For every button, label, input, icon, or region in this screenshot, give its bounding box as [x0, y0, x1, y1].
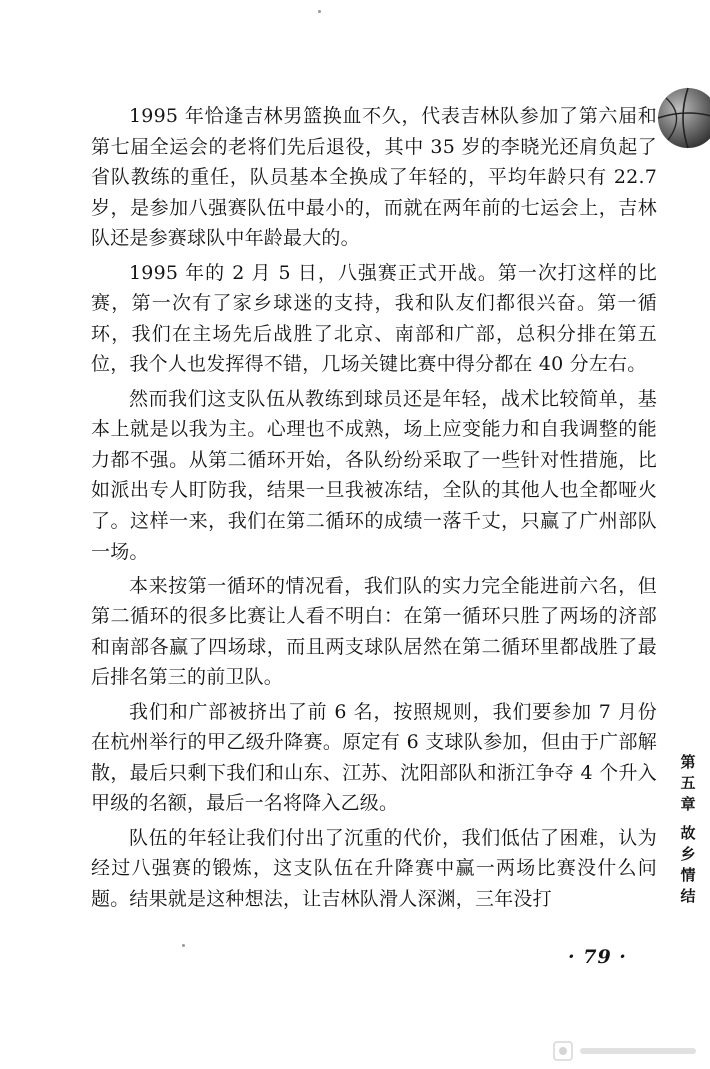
paragraph: 1995 年的 2 月 5 日，八强赛正式开战。第一次打这样的比赛，第一次有了家乡球迷的支持，我和队友们都很兴奋。第一循环，我们在主场先后战胜了北京、南部和广部，总积分排在第五位，我个人也发挥得不错，几场关键比赛中得分都在 40 分左右。 [91, 261, 657, 376]
scan-speck [182, 944, 185, 947]
chapter-char: 章 [680, 795, 696, 813]
chapter-char: 情 [680, 866, 696, 884]
chapter-side-label [671, 752, 705, 907]
paragraph: 1995 年恰逢吉林男篮换血不久，代表吉林队参加了第六届和第七届全运会的老将们先后退役，其中 35 岁的李晓光还肩负起了省队教练的重任，队员基本全换成了年轻的，平均年龄只有 22.7 岁，是参加八强赛队伍中最小的，而就在两年前的七运会上，吉林队还是参赛球队中年龄最大的。 [91, 105, 657, 250]
paragraph: 队伍的年轻让我们付出了沉重的代价，我们低估了困难，认为经过八强赛的锻炼，这支队伍在升降赛中赢一两场比赛没什么问题。结果就是这种想法，让吉林队滑人深渊，三年没打 [91, 826, 657, 910]
paragraph: 然而我们这支队伍从教练到球员还是年轻，战术比较简单，基本上就是以我为主。心理也不成熟，场上应变能力和自我调整的能力都不强。从第二循环开始，各队纷纷采取了一些针对性措施，比如派出专人盯防我，结果一旦我被冻结，全队的其他人也全都哑火了。这样一来，我们在第二循环的成绩一落千丈，只赢了广州部队一场。 [91, 387, 657, 563]
page-number: · 79 · [568, 946, 627, 968]
chapter-char: 结 [680, 887, 696, 905]
body-text [91, 101, 657, 914]
chapter-char: 乡 [680, 845, 696, 863]
paragraph: 本来按第一循环的情况看，我们队的实力完全能进前六名，但第二循环的很多比赛让人看不明白：在第一循环只胜了两场的济部和南部各赢了四场球，而且两支球队居然在第二循环里都战胜了最后排名第三的前卫队。 [91, 574, 657, 689]
chapter-char: 故 [680, 824, 696, 842]
chapter-char: 第 [680, 753, 696, 771]
chapter-char: 五 [680, 774, 696, 792]
scan-speck [318, 10, 321, 13]
basketball-icon [652, 86, 710, 150]
watermark-logo [552, 1039, 702, 1063]
paragraph: 我们和广部被挤出了前 6 名，按照规则，我们要参加 7 月份在杭州举行的甲乙级升降赛。原定有 6 支球队参加，但由于广部解散，最后只剩下我们和山东、江苏、沈阳部队和浙江争夺 4 个升入甲级的名额，最后一名将降入乙级。 [91, 700, 657, 815]
